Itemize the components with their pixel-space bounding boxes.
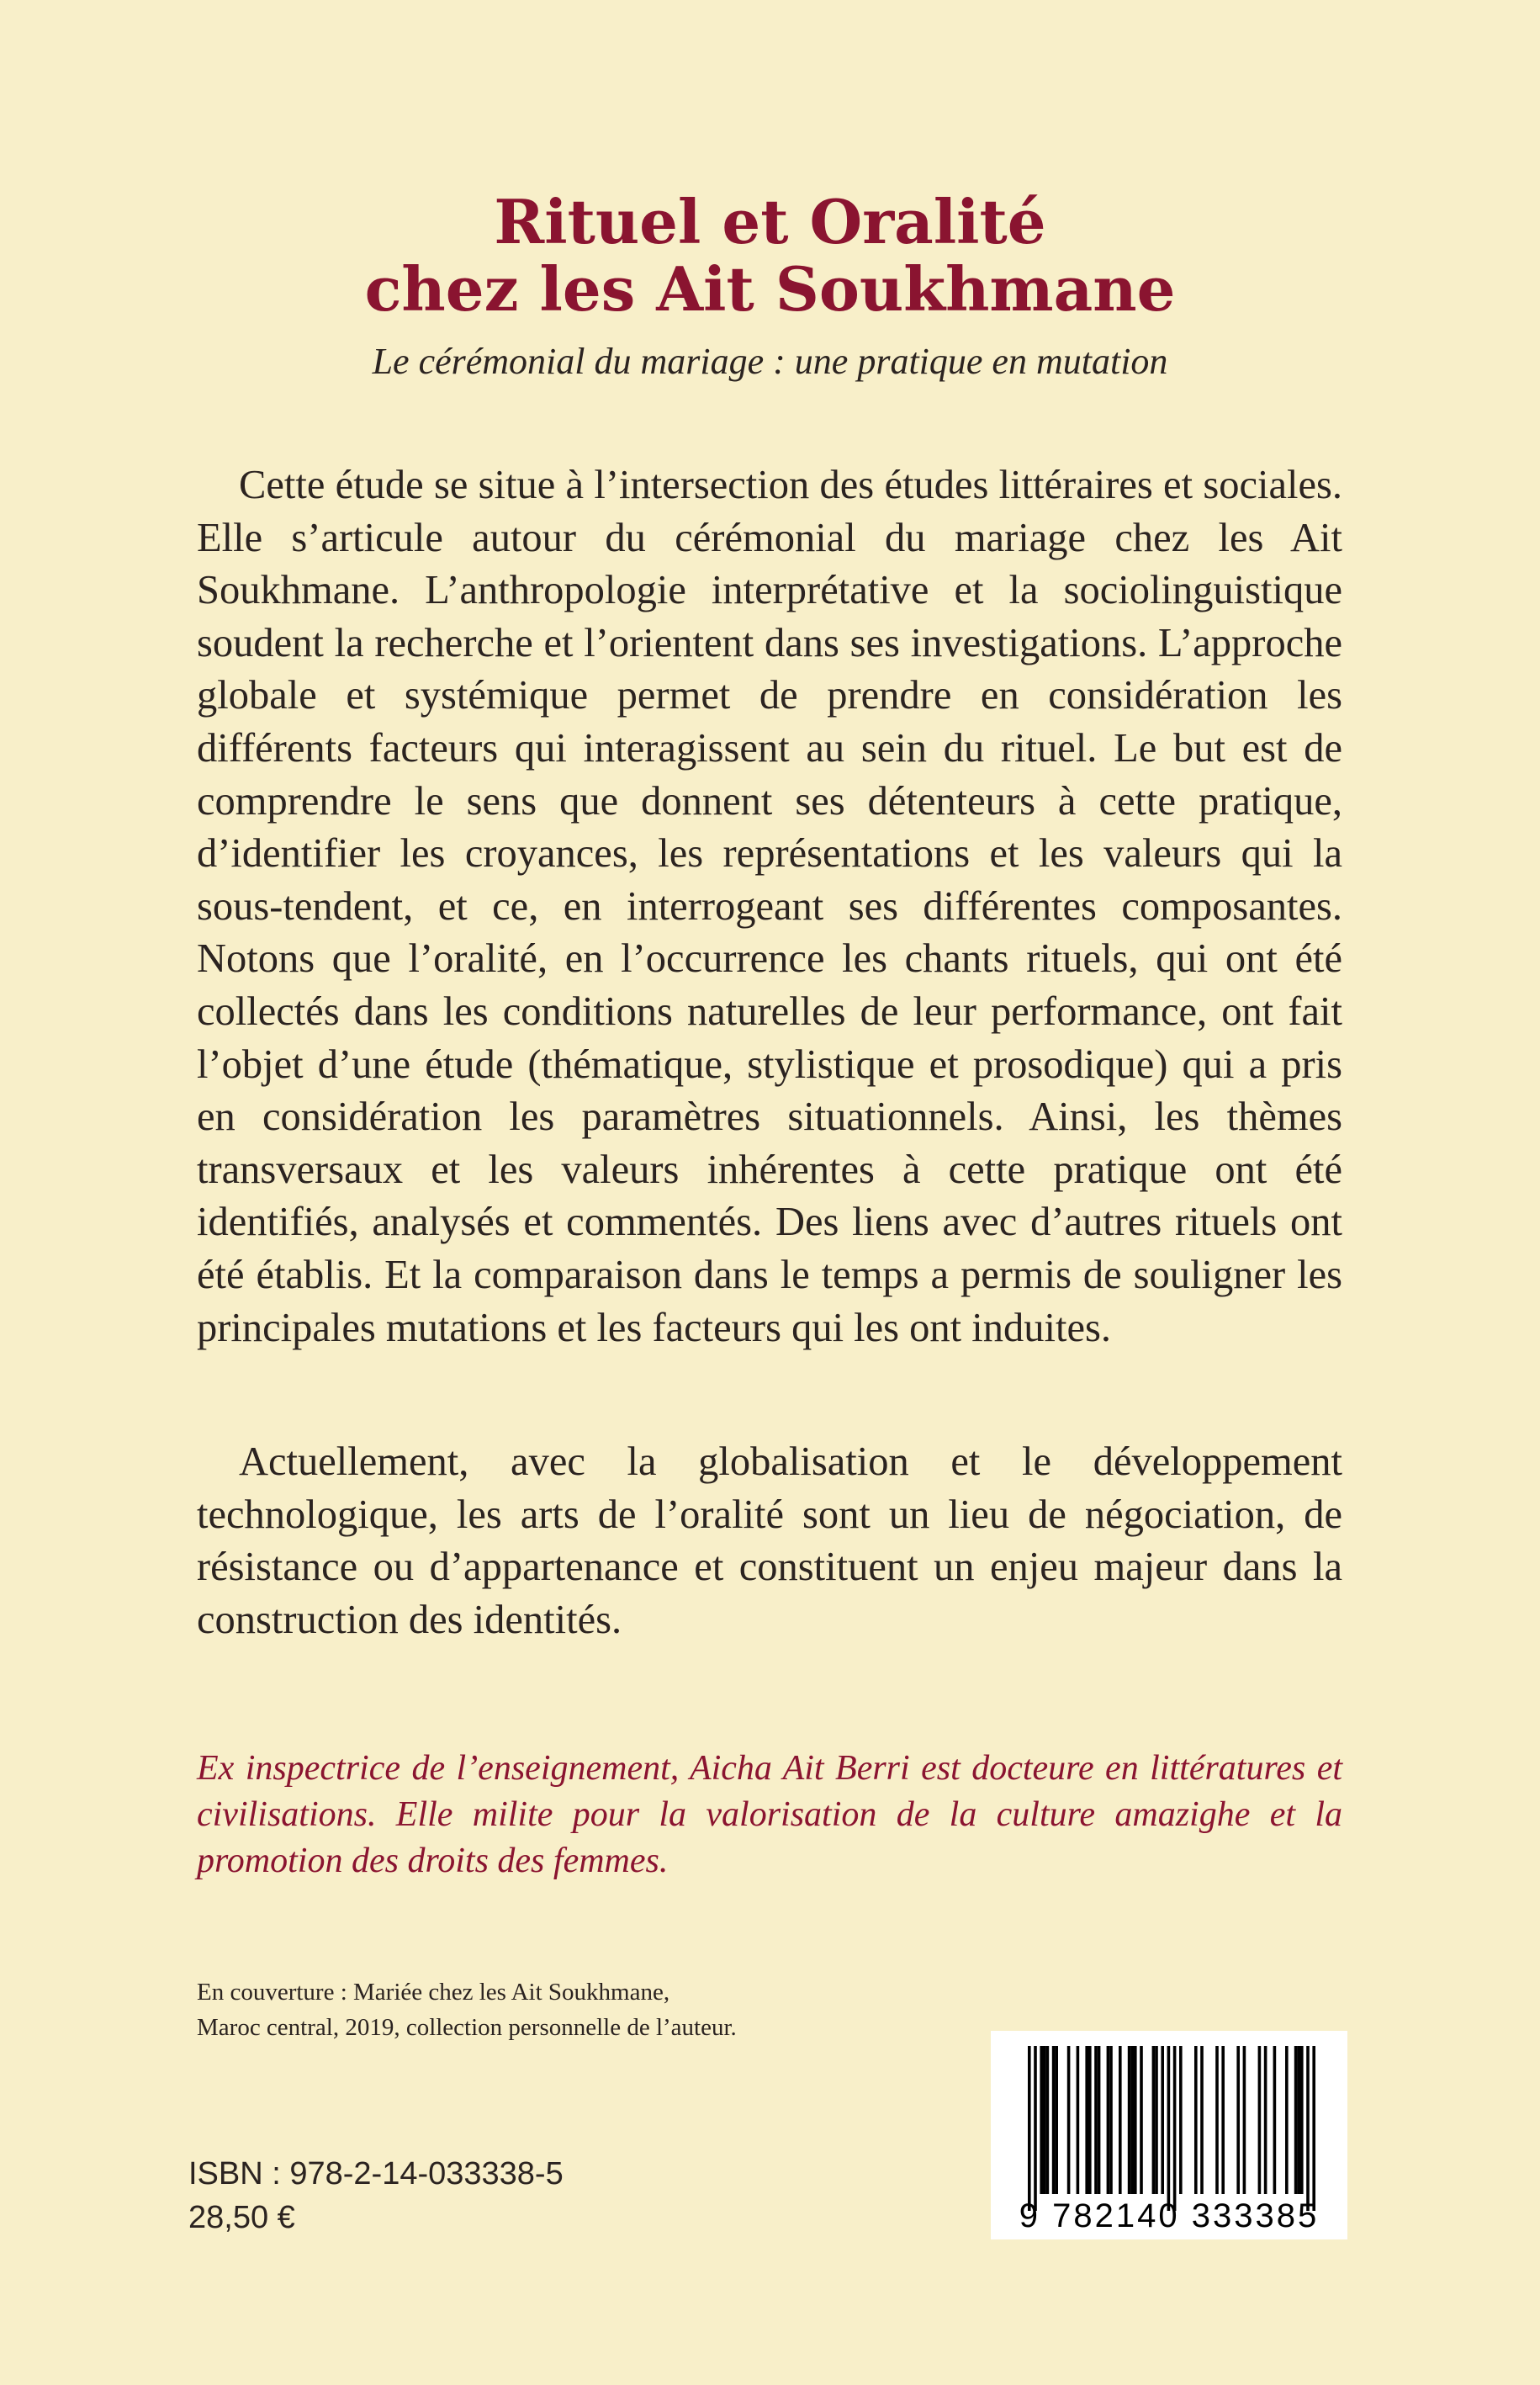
author-bio: Ex inspectrice de l’enseignement, Aicha Ait Berri est docteure en littératures et civilisations. Elle milite pour la valorisation de la culture amazighe et la promotion des droits des femmes.: [197, 1749, 1342, 1880]
blurb-paragraph-2: Actuellement, avec la globalisation et le développement technologique, les arts de l’oralité sont un lieu de négociation, de résistance ou d’appartenance et constituent un enjeu majeur dans la construction des identités.: [197, 1439, 1342, 1642]
barcode-bar: [1200, 2046, 1204, 2194]
barcode-bar: [1285, 2046, 1289, 2194]
barcode-bar: [1155, 2046, 1158, 2194]
barcode-bar: [1194, 2046, 1198, 2194]
barcode-number: 9 782140 333385: [1019, 2197, 1320, 2234]
barcode-bar: [1107, 2046, 1110, 2194]
cover-credit-line-1: En couverture : Mariée chez les Ait Soukhmane,: [197, 1979, 670, 2006]
barcode-bar: [1043, 2046, 1046, 2194]
barcode-bar: [1221, 2046, 1225, 2194]
cover-credit-line-2: Maroc central, 2019, collection personnelle de l’auteur.: [197, 2014, 737, 2041]
barcode-bar: [1094, 2046, 1098, 2194]
barcode-bar: [1077, 2046, 1080, 2194]
barcode-bar: [1300, 2046, 1304, 2194]
barcode: [991, 2031, 1347, 2239]
barcode-bar: [1067, 2046, 1071, 2194]
barcode-guard-bar: [1034, 2046, 1037, 2211]
barcode-guard-bar: [1173, 2046, 1177, 2211]
barcode-bar: [1179, 2046, 1183, 2194]
barcode-bar: [1109, 2046, 1113, 2194]
barcode-bar: [1161, 2046, 1164, 2194]
isbn-label: ISBN : 978-2-14-033338-5: [188, 2156, 564, 2192]
barcode-bar: [1297, 2046, 1300, 2194]
book-title-line-1: Rituel et Oralité: [494, 186, 1046, 257]
barcode-bar: [1258, 2046, 1262, 2194]
price-label: 28,50 €: [188, 2200, 295, 2235]
barcode-bar: [1046, 2046, 1050, 2194]
barcode-bar: [1085, 2046, 1088, 2194]
book-title-line-2: chez les Ait Soukhmane: [364, 253, 1176, 325]
barcode-bar: [1055, 2046, 1058, 2194]
barcode-guard-bar: [1167, 2046, 1171, 2211]
barcode-bar: [1130, 2046, 1134, 2194]
barcode-bar: [1264, 2046, 1267, 2194]
barcode-bar: [1040, 2046, 1043, 2194]
barcode-bar: [1152, 2046, 1156, 2194]
barcode-bar: [1236, 2046, 1240, 2194]
barcode-bar: [1128, 2046, 1131, 2194]
barcode-bar: [1098, 2046, 1101, 2194]
barcode-guard-bar: [1306, 2046, 1310, 2211]
blurb-paragraph-1: Cette étude se situe à l’intersection des études littéraires et sociales. Elle s’articule autour du cérémonial du mariage chez les Ait Soukhmane. L’anthropologie interprétative et la sociolinguistique soudent la recherche et l’orientent dans ses investigations. L’approche globale et systémique permet de prendre en considération les différents facteurs qui interagissent au sein du rituel. Le but est de comprendre le sens que donnent ses détenteurs à cette pratique, d’identifier les croyances, les représentations et les valeurs qui la sous-tendent, et ce, en interrogeant ses différentes composantes. Notons que l’oralité, en l’occurrence les chants rituels, qui ont été collectés dans les conditions naturelles de leur performance, ont fait l’objet d’une étude (thématique, stylistique et prosodique) qui a pris en considération les paramètres situationnels. Ainsi, les thèmes transversaux et les valeurs inhérentes à cette pratique ont été identifiés, analysés et commentés. Des liens avec d’autres rituels ont été établis. Et la comparaison dans le temps a permis de souligner les principales mutations et les facteurs qui les ont induites.: [197, 463, 1342, 1350]
barcode-bar: [1243, 2046, 1246, 2194]
barcode-bar: [1119, 2046, 1122, 2194]
barcode-bar: [1052, 2046, 1056, 2194]
book-subtitle: Le cérémonial du mariage : une pratique en mutation: [372, 341, 1168, 382]
barcode-bar: [1140, 2046, 1143, 2194]
barcode-guard-bar: [1028, 2046, 1031, 2211]
barcode-guard-bar: [1312, 2046, 1315, 2211]
barcode-bar: [1215, 2046, 1219, 2194]
barcode-bar: [1134, 2046, 1137, 2194]
barcode-bar: [1294, 2046, 1298, 2194]
isbn-price-block: [188, 2152, 564, 2239]
cover-photo-credit: [197, 1974, 954, 2045]
barcode-bar: [1273, 2046, 1277, 2194]
barcode-bar: [1088, 2046, 1092, 2194]
